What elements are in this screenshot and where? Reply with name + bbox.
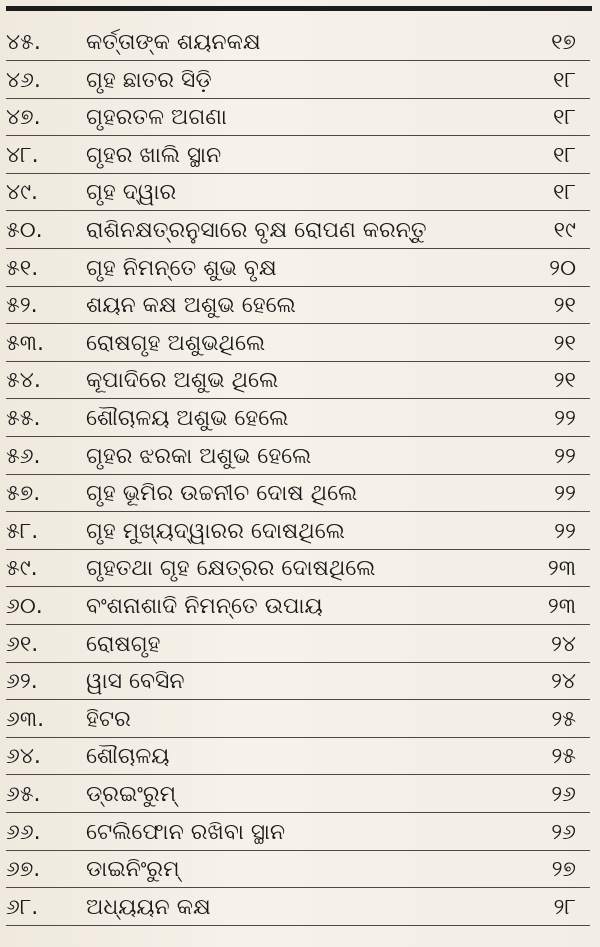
entry-page-number: ୧୮ (553, 142, 576, 168)
entry-title: ୱାସ ବେସିନ (86, 669, 185, 695)
entry-number: ୪୭. (6, 105, 41, 131)
entry-page-number: ୨୬ (551, 782, 576, 807)
toc-row (0, 212, 600, 249)
toc-row (0, 99, 600, 136)
entry-title: ରାଶିନକ୍ଷତ୍ରନୁସାରେ ବୃକ୍ଷ ରୋପଣ କରନ୍ତୁ (86, 218, 427, 243)
entry-page-number: ୨୨ (554, 481, 576, 507)
entry-number: ୫୨. (6, 293, 38, 319)
toc-row (0, 814, 600, 851)
entry-title: ଗୃହର ଝରକା ଅଶୁଭ ହେଲେ (86, 443, 312, 469)
entry-number: ୫୮. (6, 518, 39, 544)
table-of-contents (0, 24, 600, 937)
entry-title: ଗୃହ ଭୂମିର ଉଚ୍ଚନୀଚ ଦୋଷ ଥିଲେ (86, 481, 358, 507)
entry-title: ଗୃହରତଳ ଅଗଣା (86, 105, 227, 131)
entry-title: ଟେଲିଫୋନ ରଖିବା ସ୍ଥାନ (86, 819, 286, 845)
entry-title: ଗୃହର ଖାଲି ସ୍ଥାନ (86, 142, 222, 168)
row-divider (6, 925, 590, 926)
toc-row (0, 137, 600, 174)
entry-title: ଗୃହ ନିମନ୍ତେ ଶୁଭ ବୃକ୍ଷ (86, 255, 277, 281)
entry-title: ବଂଶନାଶାଦି ନିମନ୍ତେ ଉପାୟ (86, 594, 323, 619)
toc-row (0, 776, 600, 813)
toc-row (0, 738, 600, 775)
entry-page-number: ୧୭ (551, 30, 576, 55)
entry-number: ୫୦. (6, 218, 43, 243)
entry-page-number: ୨୩ (547, 556, 576, 582)
entry-title: ଗୃହ ଦ୍ୱାର (86, 180, 177, 206)
entry-number: ୪୬. (6, 67, 41, 93)
entry-title: ଅଧ୍ୟୟନ କକ୍ଷ (86, 894, 211, 920)
entry-number: ୫୭. (6, 481, 41, 507)
entry-page-number: ୧୮ (553, 180, 576, 206)
toc-row (0, 588, 600, 625)
entry-page-number: ୨୦ (549, 255, 576, 281)
entry-page-number: ୧୮ (553, 67, 576, 93)
toc-row (0, 174, 600, 211)
entry-number: ୪୮. (6, 142, 39, 168)
toc-row (0, 400, 600, 437)
entry-number: ୫୬. (6, 443, 41, 469)
toc-row (0, 513, 600, 550)
entry-page-number: ୨୬ (551, 819, 576, 845)
entry-number: ୫୧. (6, 255, 39, 281)
toc-row (0, 24, 600, 61)
toc-row (0, 325, 600, 362)
entry-number: ୫୯. (6, 556, 38, 582)
entry-number: ୬୬. (6, 819, 41, 845)
toc-row (0, 889, 600, 926)
entry-title: କର୍ତ୍ତାଙ୍କ ଶୟନକକ୍ଷ (86, 30, 261, 55)
entry-title: ଡ୍ରଇଂରୁମ୍ (86, 782, 177, 807)
entry-page-number: ୨୧ (553, 330, 576, 356)
entry-title: ଗୃହ ମୁଖ୍ୟଦ୍ୱାରର ଦୋଷଥିଲେ (86, 518, 345, 544)
entry-page-number: ୨୨ (554, 443, 576, 469)
entry-number: ୫୩. (6, 330, 45, 356)
entry-title: ଶୟନ କକ୍ଷ ଅଶୁଭ ହେଲେ (86, 293, 296, 319)
entry-page-number: ୨୧ (553, 368, 576, 394)
entry-page-number: ୨୮ (553, 894, 576, 920)
entry-page-number: ୨୧ (553, 293, 576, 319)
entry-number: ୬୪. (6, 744, 41, 770)
entry-number: ୬୮. (6, 894, 39, 920)
entry-title: ଡାଇନିଂରୁମ୍ (86, 857, 180, 883)
entry-page-number: ୨୪ (550, 669, 576, 695)
entry-page-number: ୨୩ (547, 594, 576, 619)
toc-row (0, 250, 600, 287)
toc-row (0, 62, 600, 99)
entry-number: ୬୫. (6, 782, 41, 807)
entry-page-number: ୨୪ (550, 631, 576, 657)
entry-page-number: ୧୮ (553, 105, 576, 131)
entry-title: ଶୌଚାଳୟ ଅଶୁଭ ହେଲେ (86, 406, 289, 431)
entry-number: ୬୭. (6, 857, 41, 883)
entry-number: ୬୨. (6, 669, 38, 695)
entry-title: ରୋଷଗୃହ (86, 631, 161, 657)
toc-row (0, 438, 600, 475)
toc-row (0, 550, 600, 587)
entry-number: ୬୧. (6, 631, 39, 657)
toc-row (0, 475, 600, 512)
entry-number: ୫୫. (6, 406, 41, 431)
entry-title: ହିଟର (86, 706, 131, 732)
entry-number: ୪୯. (6, 180, 39, 206)
top-rule (6, 6, 592, 11)
entry-page-number: ୨୫ (551, 744, 576, 770)
entry-page-number: ୨୨ (554, 518, 576, 544)
entry-page-number: ୨୫ (551, 706, 576, 732)
toc-row (0, 701, 600, 738)
entry-page-number: ୨୭ (551, 857, 576, 883)
entry-page-number: ୧୯ (553, 218, 576, 243)
toc-row (0, 287, 600, 324)
entry-number: ୬୦. (6, 594, 43, 619)
entry-title: ଗୃହତଥା ଗୃହ କ୍ଷେତ୍ରର ଦୋଷଥିଲେ (86, 556, 376, 582)
entry-number: ୬୩. (6, 706, 45, 732)
toc-row (0, 663, 600, 700)
toc-row (0, 851, 600, 888)
entry-title: କୂପାଦିରେ ଅଶୁଭ ଥିଲେ (86, 368, 279, 394)
entry-title: ଶୌଚାଳୟ (86, 744, 170, 770)
entry-number: ୫୪. (6, 368, 41, 394)
toc-row (0, 626, 600, 663)
entry-page-number: ୨୨ (554, 406, 576, 431)
toc-row (0, 362, 600, 399)
entry-number: ୪୫. (6, 30, 41, 55)
entry-title: ଗୃହ ଛାତର ସିଡ଼ି (86, 67, 212, 93)
entry-title: ରୋଷଗୃହ ଅଶୁଭଥିଲେ (86, 330, 266, 356)
